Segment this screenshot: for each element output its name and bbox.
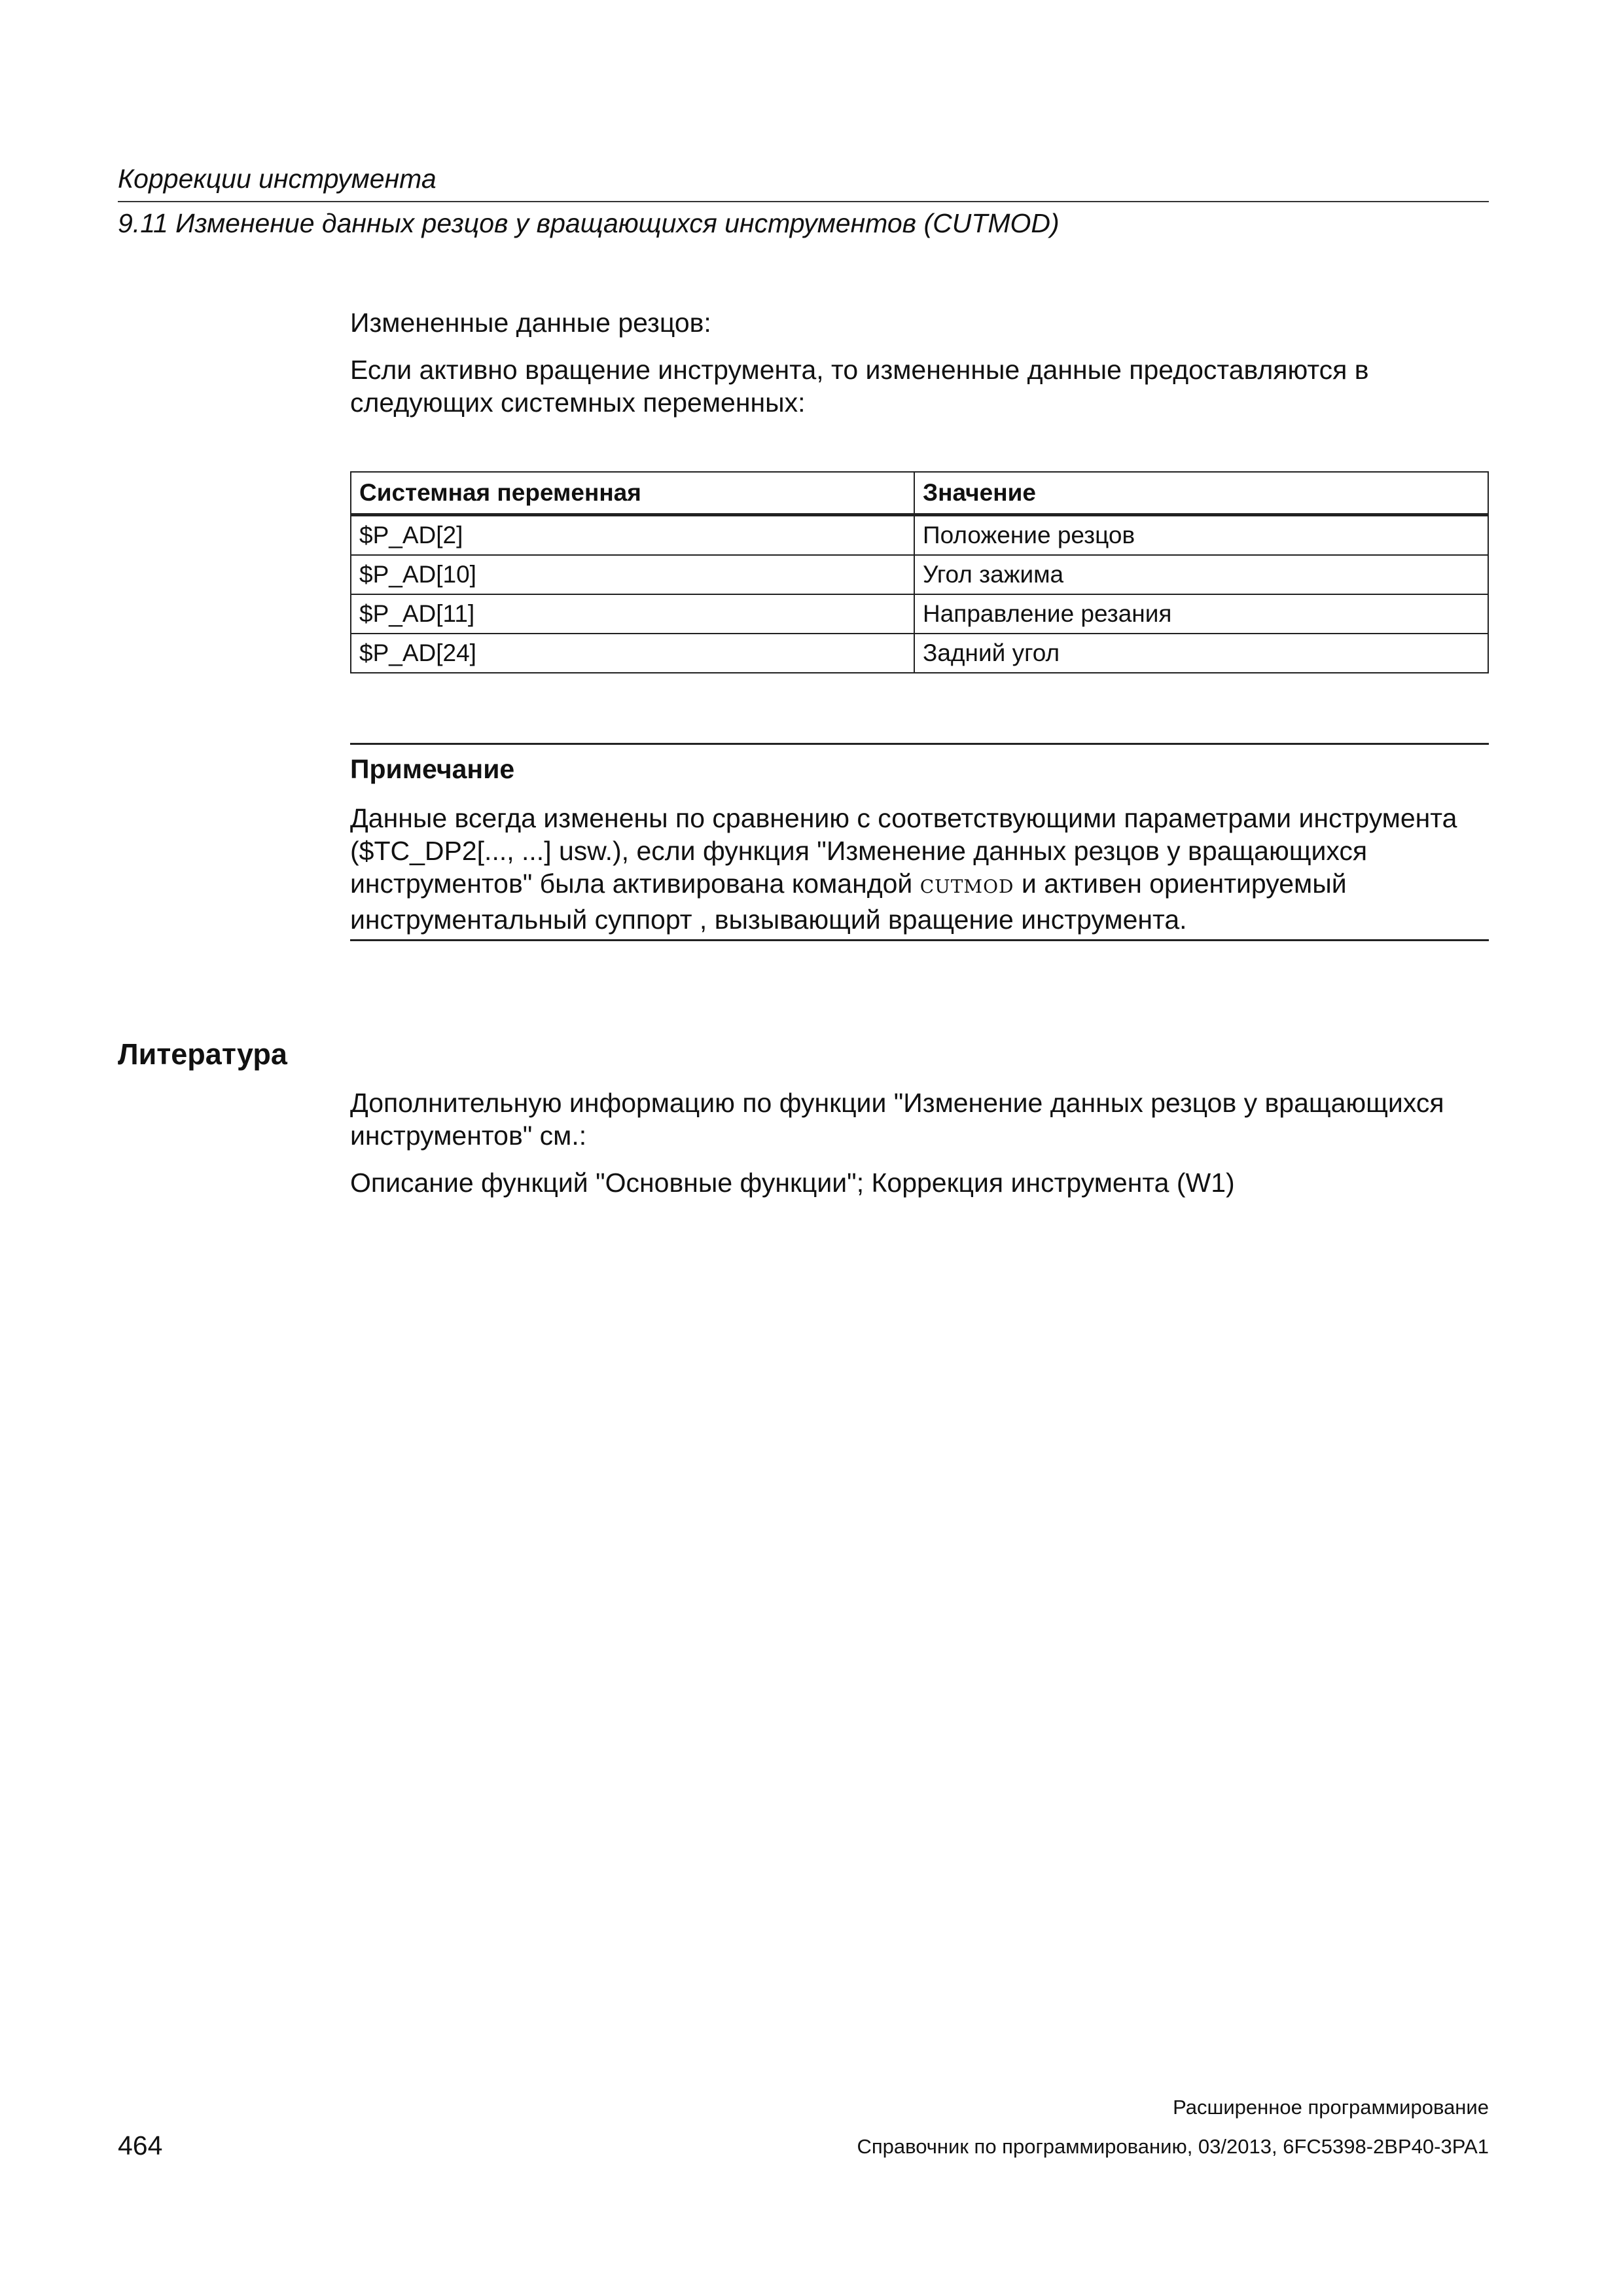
note-top-rule: [350, 743, 1489, 745]
table-cell-variable: $P_AD[11]: [351, 594, 914, 634]
intro-line: Измененные данные резцов:: [350, 308, 711, 338]
literature-heading: Литература: [118, 1037, 287, 1071]
note-title: Примечание: [350, 754, 515, 784]
note-command: CUTMOD: [919, 876, 1014, 897]
table-row: [351, 594, 1488, 634]
note-text-before: Данные всегда изменены по сравнению с соответствующими параметрами инструмента ($TC_DP2[..., ...] usw.), если функция "Изменение данных резцов у вращающихся инструментов" была активирована командой: [350, 803, 1457, 899]
table-cell-value: Положение резцов: [914, 515, 1488, 556]
literature-reference: Описание функций "Основные функции"; Коррекция инструмента (W1): [350, 1168, 1235, 1198]
table-cell-value: Направление резания: [914, 594, 1488, 634]
column-header-value: Значение: [914, 472, 1488, 515]
column-header-variable: Системная переменная: [351, 472, 914, 515]
header-rule: [118, 201, 1489, 202]
table-row: [351, 515, 1488, 556]
table-row: [351, 634, 1488, 673]
table-header-row: [351, 472, 1488, 515]
table-cell-variable: $P_AD[10]: [351, 555, 914, 594]
running-header-section: 9.11 Изменение данных резцов у вращающихся инструментов (CUTMOD): [118, 208, 1060, 238]
footer-book-title: Расширенное программирование: [1173, 2096, 1489, 2119]
intro-paragraph: Если активно вращение инструмента, то измененные данные предоставляются в следующих системных переменных:: [350, 355, 1369, 418]
table-cell-value: Угол зажима: [914, 555, 1488, 594]
note-text: [350, 802, 1492, 936]
table-row: [351, 555, 1488, 594]
literature-paragraph: Дополнительную информацию по функции "Изменение данных резцов у вращающихся инструментов" см.:: [350, 1088, 1444, 1151]
table-cell-value: Задний угол: [914, 634, 1488, 673]
footer-book-info: Справочник по программированию, 03/2013, 6FC5398-2BP40-3PA1: [857, 2135, 1489, 2158]
table-cell-variable: $P_AD[24]: [351, 634, 914, 673]
running-header-chapter: Коррекции инструмента: [118, 164, 437, 194]
page-number: 464: [118, 2130, 163, 2161]
note-text-after: и активен ориентируемый инструментальный суппорт , вызывающий вращение инструмента.: [350, 869, 1347, 935]
table-cell-variable: $P_AD[2]: [351, 515, 914, 556]
system-variables-table: [350, 471, 1489, 673]
note-bottom-rule: [350, 939, 1489, 941]
